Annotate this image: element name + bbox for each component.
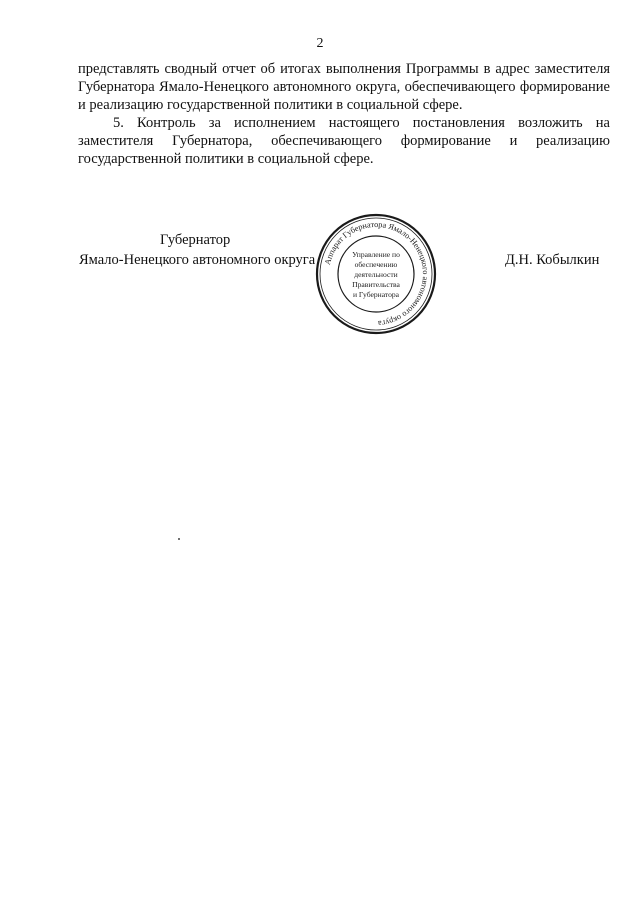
- scan-speck: [178, 538, 180, 540]
- signatory-title: Губернатор: [160, 232, 231, 248]
- paragraph-item-5: 5. Контроль за исполнением настоящего постановления возложить на заместителя Губернатора, обеспечивающего формирование и реализацию государственной политики в социальной сфере.: [78, 115, 610, 167]
- signatory-organization: Ямало-Ненецкого автономного округа: [79, 252, 316, 268]
- seal-line-1: Управление по: [352, 250, 400, 259]
- paragraph-continued: представлять сводный отчет об итогах выполнения Программы в адрес заместителя Губернатора Ямало-Ненецкого автономного округа, обеспечивающего формирование и реализацию государственной политики в социальной сфере.: [78, 61, 610, 113]
- official-seal-stamp: [314, 212, 438, 336]
- seal-line-2: обеспечению: [354, 260, 398, 269]
- seal-center-text: [352, 250, 400, 299]
- body-text: [78, 60, 610, 168]
- seal-ring-text: Аппарат Губернатора Ямало-Ненецкого автономного округа: [322, 219, 431, 328]
- seal-line-3: деятельности: [354, 270, 398, 279]
- signatory-name: Д.Н. Кобылкин: [505, 252, 600, 268]
- seal-line-5: и Губернатора: [352, 290, 400, 299]
- seal-line-4: Правительства: [352, 280, 400, 289]
- page-number: 2: [316, 36, 324, 51]
